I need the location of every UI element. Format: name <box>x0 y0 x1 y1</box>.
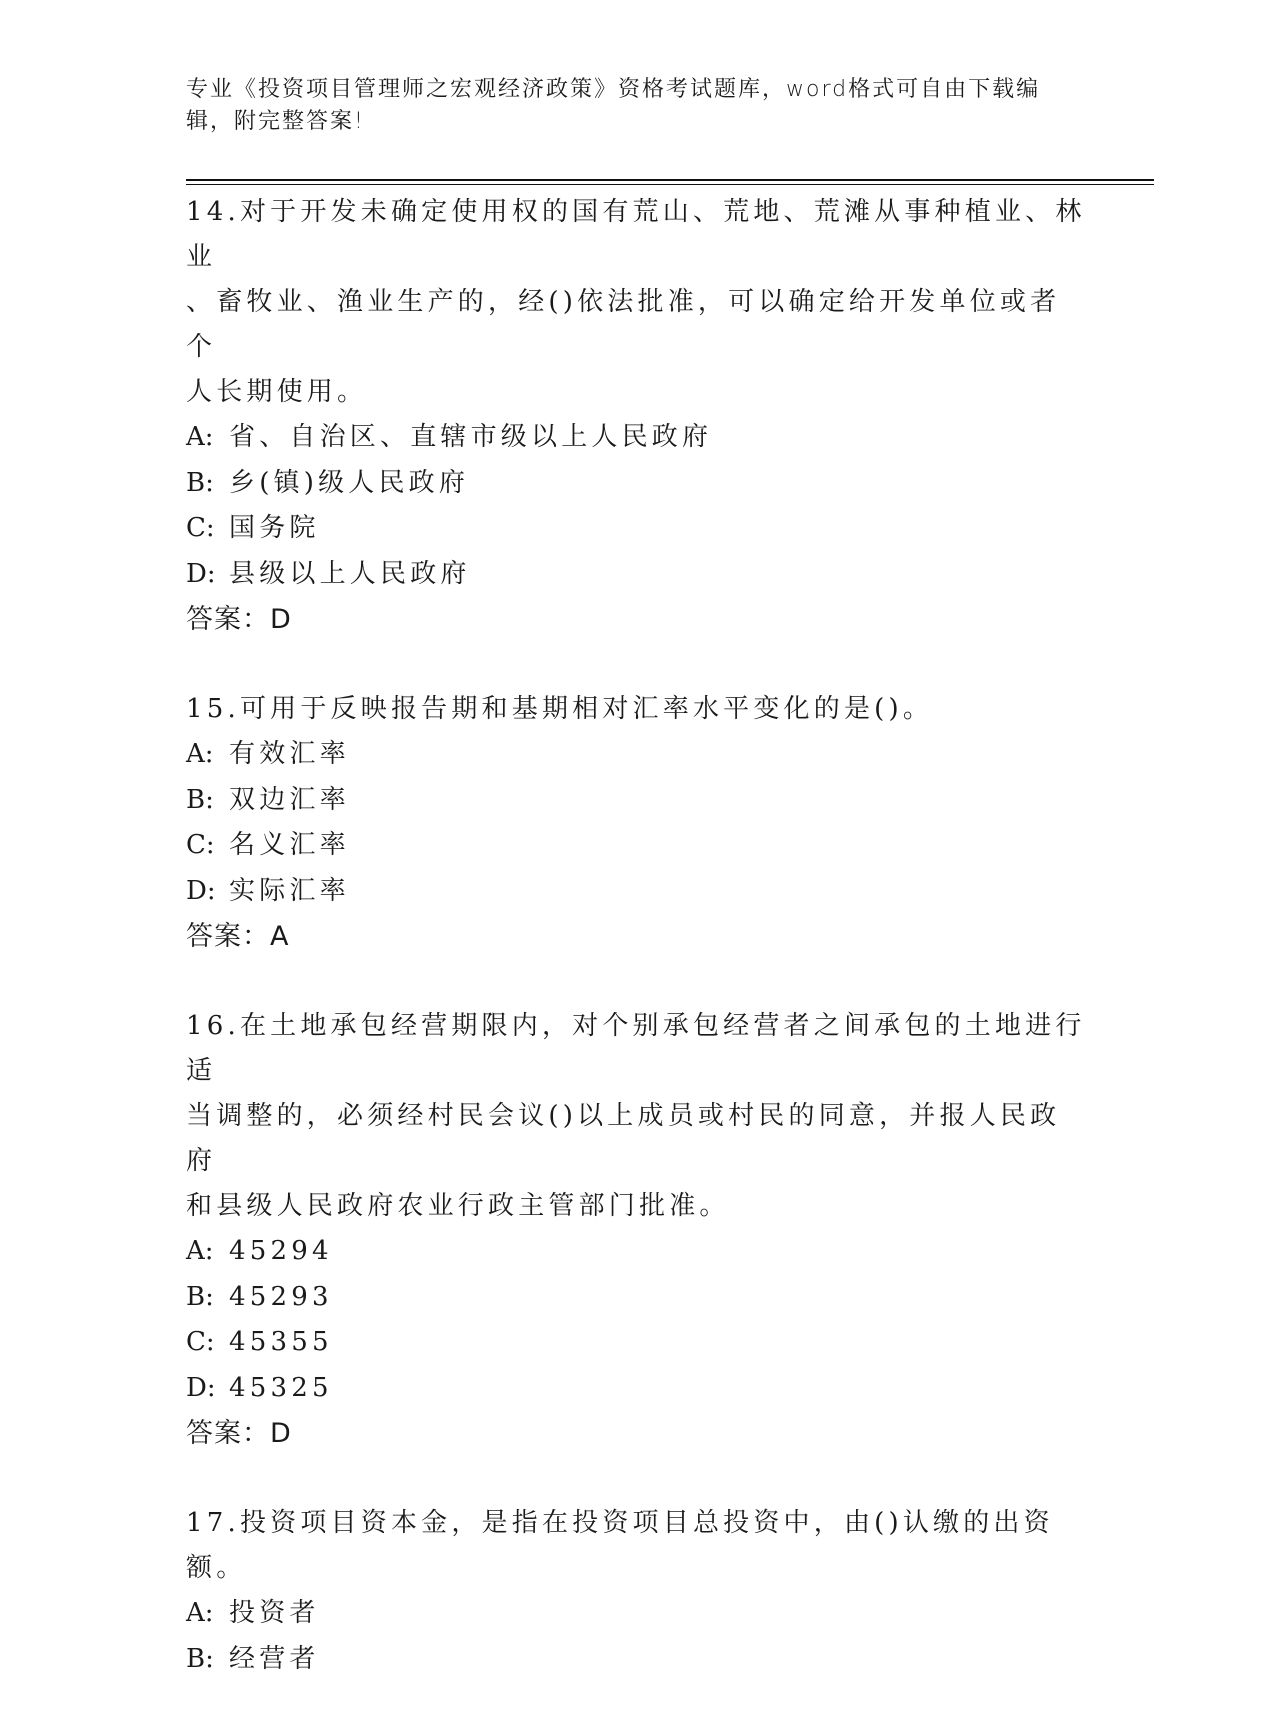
answer-option <box>186 732 1086 778</box>
option-text: 双边汇率 <box>229 784 350 815</box>
question-stem-line: 和县级人民政府农业行政主管部门批准。 <box>186 1191 730 1221</box>
header-divider-thin <box>186 184 1154 185</box>
answer-option <box>186 461 1086 507</box>
question-stem-line: 17.投资项目资本金，是指在投资项目总投资中，由()认缴的出资额。 <box>186 1508 1054 1583</box>
answer-option <box>186 869 1086 915</box>
answer-option <box>186 1275 1086 1321</box>
question-block <box>186 687 1086 960</box>
header-title-line-1: 专业《投资项目管理师之宏观经济政策》资格考试题库，word格式可自由下载编 <box>186 77 1041 102</box>
header-title-line-2: 辑，附完整答案! <box>186 109 365 134</box>
header-divider-thick <box>186 179 1154 181</box>
option-text: 投资者 <box>229 1598 320 1628</box>
question-stem-line: 16.在土地承包经营期限内，对个别承包经营者之间承包的土地进行适 <box>186 1011 1086 1086</box>
option-key: A: <box>186 1236 214 1266</box>
option-text: 实际汇率 <box>229 875 350 906</box>
question-block <box>186 1501 1086 1682</box>
answer-option <box>186 1366 1086 1412</box>
option-key: D: <box>186 558 216 589</box>
question-block <box>186 1004 1086 1457</box>
option-key: C: <box>186 1327 215 1357</box>
option-key: A: <box>186 422 214 452</box>
option-key: B: <box>186 784 214 815</box>
option-key: C: <box>186 513 215 543</box>
option-key: C: <box>186 830 215 860</box>
option-text: 省、自治区、直辖市级以上人民政府 <box>229 422 713 452</box>
option-text: 名义汇率 <box>229 830 350 860</box>
question-stem-line: 、畜牧业、渔业生产的，经()依法批准，可以确定给开发单位或者个 <box>186 287 1061 362</box>
answer-option <box>186 823 1086 869</box>
question-stem-line: 当调整的，必须经村民会议()以上成员或村民的同意，并报人民政府 <box>186 1101 1061 1176</box>
answer-line: 答案：A <box>186 921 290 952</box>
answer-option <box>186 1591 1086 1637</box>
answer-line: 答案：D <box>186 604 292 635</box>
option-text: 县级以上人民政府 <box>229 558 471 589</box>
question-stem-line: 15.可用于反映报告期和基期相对汇率水平变化的是()。 <box>186 694 934 724</box>
option-text: 45294 <box>229 1236 333 1266</box>
option-text: 经营者 <box>229 1643 320 1674</box>
option-key: D: <box>186 875 216 906</box>
answer-option <box>186 415 1086 461</box>
option-key: B: <box>186 467 214 498</box>
option-key: D: <box>186 1372 216 1403</box>
option-key: B: <box>186 1643 214 1674</box>
answer-option <box>186 778 1086 824</box>
answer-option <box>186 1229 1086 1275</box>
option-text: 45355 <box>229 1327 333 1357</box>
question-block <box>186 190 1086 643</box>
option-text: 国务院 <box>229 513 320 543</box>
answer-option <box>186 1320 1086 1366</box>
option-text: 有效汇率 <box>229 739 350 769</box>
answer-option <box>186 552 1086 598</box>
answer-option <box>186 1637 1086 1683</box>
option-text: 乡(镇)级人民政府 <box>229 467 470 498</box>
option-key: A: <box>186 739 214 769</box>
question-stem-line: 14.对于开发未确定使用权的国有荒山、荒地、荒滩从事种植业、林业 <box>186 197 1086 272</box>
answer-option <box>186 506 1086 552</box>
question-stem-line: 人长期使用。 <box>186 377 368 407</box>
option-text: 45293 <box>229 1281 333 1312</box>
option-text: 45325 <box>229 1372 333 1403</box>
document-header <box>186 74 1066 138</box>
option-key: B: <box>186 1281 214 1312</box>
option-key: A: <box>186 1598 214 1628</box>
answer-line: 答案：D <box>186 1418 292 1449</box>
question-list <box>186 190 1086 1726</box>
